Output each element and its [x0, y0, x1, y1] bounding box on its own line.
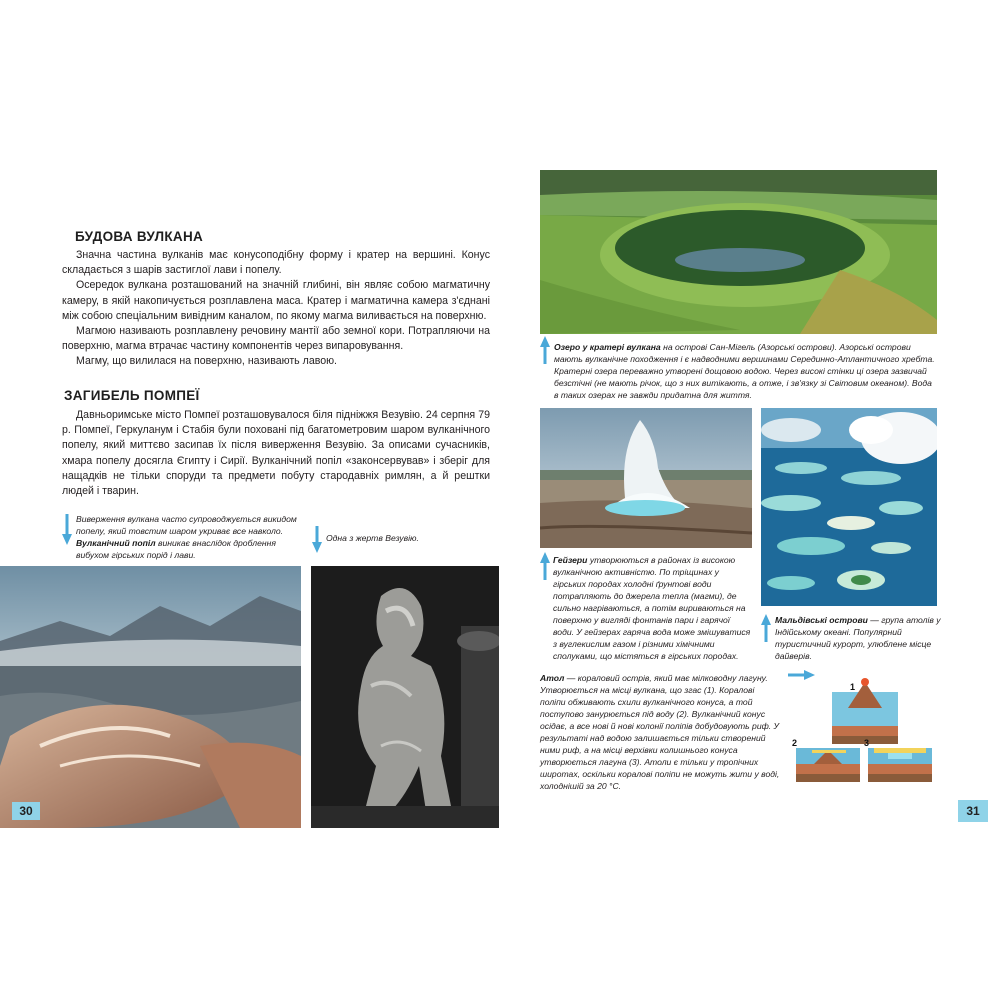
arrow-down-icon: [312, 526, 322, 554]
caption-vesuvius-victim: Одна з жертв Везувію.: [326, 533, 419, 543]
paragraph: Осередок вулкана розташований на значній глибині, він являє собою магматичну камеру, в якій накопичується розплавлена маса. Кратер і магматична камера з'єднані між собою спеціальним вивідним каналом, по якому магма виливається на поверхню.: [62, 279, 490, 322]
atoll-formation-diagram: [790, 678, 940, 790]
caption-geysers: Гейзери утворюються в районах із високою вулканічною активністю. По тріщинах у гірських породах холодні ґрунтові води потрапляють до джерела тепла (магми), де сильно нагріваються, а потім вириваються на поверхню у вигляді фонтанів пари і гарячої води. У гейзерах гаряча вода може змішуватися з вуглекислим газом і різними хімічними сполуками, що містяться в гірських породах.: [553, 555, 751, 661]
caption-volcanic-ash: Виверження вулкана часто супроводжується викидом попелу, який товстим шаром укриває все навколо. Вулканічний попіл виникає внаслідок дроблення вибухом гірських порід і лави.: [76, 514, 297, 560]
geyser-photo: [540, 408, 752, 548]
maldives-aerial-photo: [761, 408, 937, 606]
section-title-pompeii: ЗАГИБЕЛЬ ПОМПЕЇ: [64, 388, 200, 403]
crater-lake-photo: [540, 170, 937, 334]
diagram-label-2: 2: [792, 738, 798, 748]
section-title-volcano-structure: БУДОВА ВУЛКАНА: [75, 229, 204, 244]
caption-atoll: Атол — кораловий острів, який має мілководну лагуну. Утворюється на місці вулкана, що згас (1). Коралові поліпи обживають схили вулканічного конуса, а той поступово занурюється під воду (2). Вулканічний конус осідає, а все нові й нові колонії поліпів добудовують риф. У результаті над водою залишається тільки створений ними риф, а на місці верхівки колишнього конуса утворюється лагуна (3). Атоли є тільки у тропічних широтах, оскільки коралові поліпи не можуть жити у воді, холоднішій за 20 °С.: [540, 673, 780, 791]
paragraph: Значна частина вулканів має конусоподібну форму і кратер на вершині. Конус складається з шарів застиглої лави і попелу.: [62, 249, 490, 277]
arrow-up-icon: [540, 336, 550, 364]
page-number-right: 31: [958, 800, 988, 822]
caption-maldives: Мальдівські острови — група атолів у Індійському океані. Популярний туристичний курорт, улюблене місце дайверів.: [775, 615, 941, 661]
arrow-down-icon: [62, 514, 72, 546]
page-number-left: 30: [12, 802, 40, 820]
atoll-stage-3: [868, 748, 932, 782]
paragraph: Магму, що вилилася на поверхню, називають лавою.: [76, 355, 338, 368]
atoll-stage-2: [796, 748, 860, 782]
pompeii-victim-photo: [311, 566, 499, 828]
volcanic-ash-landscape-photo: [0, 566, 301, 828]
pompeii-text: [62, 408, 490, 499]
paragraph: Давньоримське місто Помпеї розташовувалося біля підніжжя Везувію. 24 серпня 79 р. Помпеї, Геркуланум і Стабія були поховані під багатометровим шаром вулканічного попелу, який миттєво засипав їх після виверження Везувію. За описами сучасників, хмара попелу досягла Єгипту і Сирії. Вулканічний попіл «законсервував» і зберіг для нащадків не тільки споруди та предмети побуту стародавніх римлян, а й рештки людей і тварин.: [62, 409, 490, 498]
caption-crater-lake: Озеро у кратері вулкана на острові Сан-Мігель (Азорські острови). Азорські острови мають вулканічне походження і є надводними вершинами Серединно-Атлантичного хребта. Кратерні озера переважно утворені дощовою водою. Через високі стінки ці озера зазвичай безстічні (не мають річок, що з них витікають, а отже, і зв'язку зі Світовим океаном). Вода в таких озерах не завжди придатна для життя.: [554, 342, 935, 400]
paragraph: Магмою називають розплавлену речовину мантії або земної кори. Потрапляючи на поверхню, магма втрачає частину компонентів через випаровування.: [62, 325, 490, 353]
arrow-up-icon: [761, 614, 771, 642]
diagram-label-1: 1: [850, 682, 856, 692]
diagram-label-3: 3: [864, 738, 870, 748]
arrow-up-icon: [540, 552, 550, 580]
atoll-stage-1: [832, 678, 898, 744]
volcano-structure-text: [62, 248, 490, 370]
